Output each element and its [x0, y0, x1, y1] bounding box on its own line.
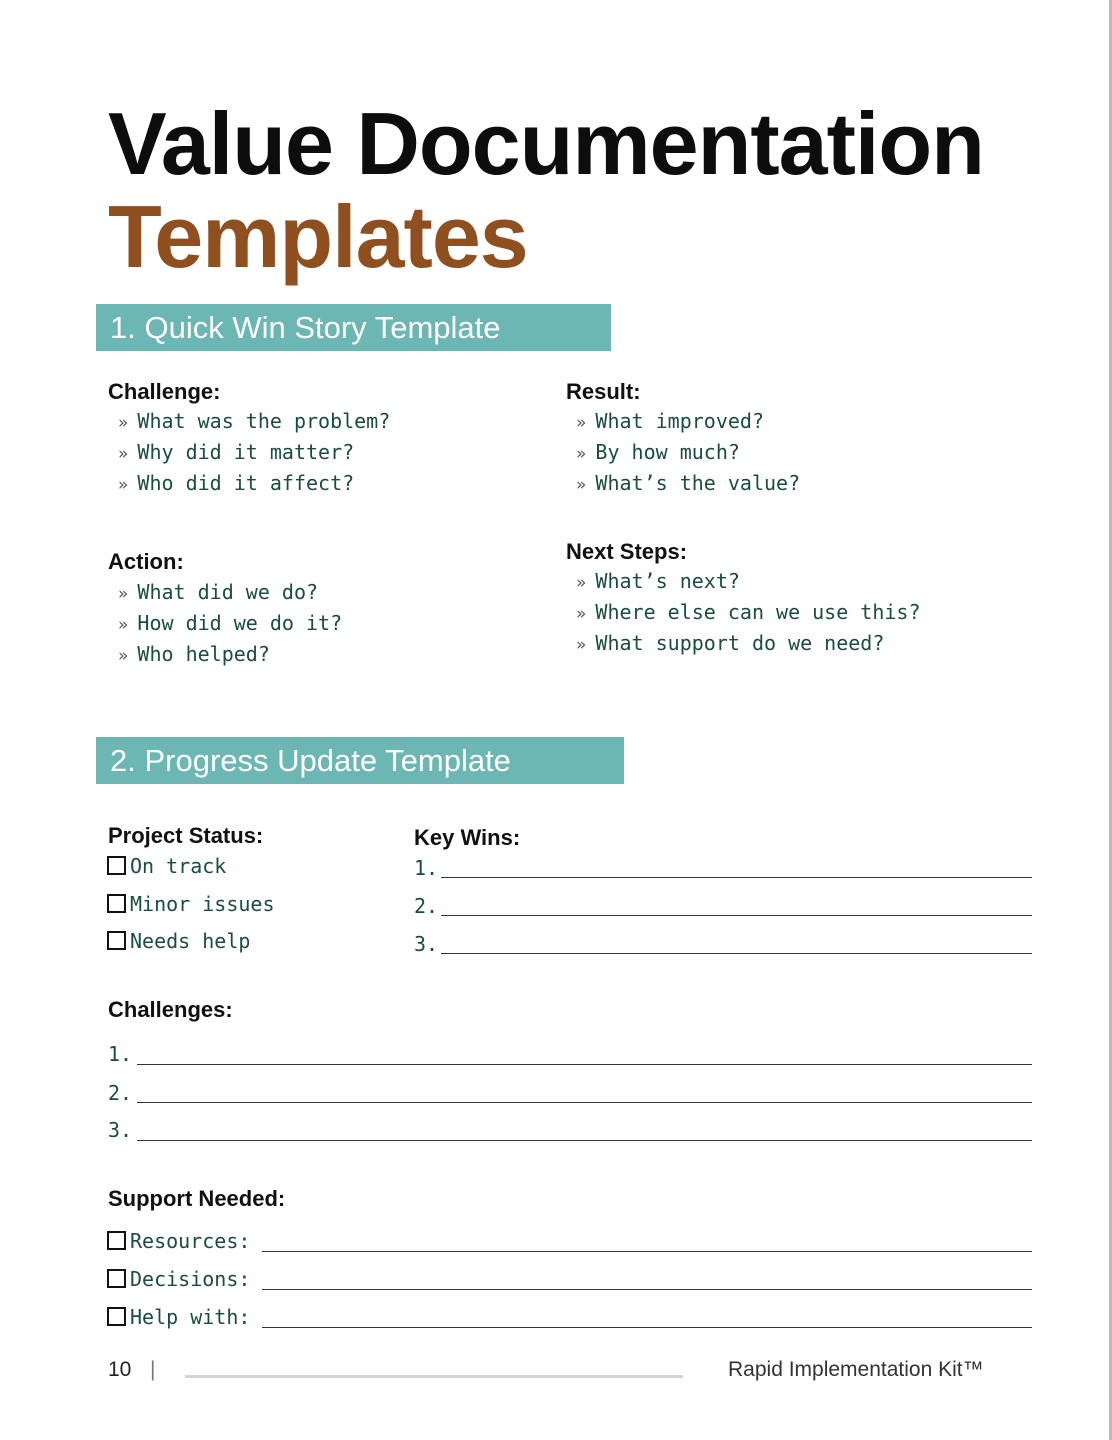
list-item: » What did we do? — [118, 580, 319, 604]
list-item: » By how much? — [576, 440, 740, 464]
challenge-label: Challenge: — [108, 379, 221, 404]
challenge-number: 3. — [108, 1118, 133, 1142]
bullet-icon: » — [118, 615, 129, 635]
key-win-number: 3. — [414, 932, 439, 956]
resources-line[interactable] — [262, 1251, 1032, 1252]
decisions-line[interactable] — [262, 1289, 1032, 1290]
list-item: » Who did it affect? — [118, 471, 355, 495]
list-item: » What improved? — [576, 409, 764, 433]
resources-checkbox[interactable] — [107, 1231, 126, 1250]
challenges-label: Challenges: — [108, 997, 233, 1022]
footer-divider — [185, 1375, 683, 1378]
list-item: » What’s next? — [576, 569, 740, 593]
list-item: » What support do we need? — [576, 631, 885, 655]
key-win-3-line[interactable] — [441, 953, 1032, 954]
key-win-number: 1. — [414, 856, 439, 880]
challenge-3-line[interactable] — [137, 1140, 1032, 1141]
needs-help-checkbox[interactable] — [107, 931, 126, 950]
list-item: » Who helped? — [118, 642, 270, 666]
bullet-icon: » — [118, 646, 129, 666]
bullet-icon: » — [118, 413, 129, 433]
bullet-icon: » — [576, 635, 587, 655]
footer-kit-name: Rapid Implementation Kit™ — [728, 1358, 984, 1381]
footer-separator: | — [150, 1358, 156, 1381]
list-item: » What’s the value? — [576, 471, 801, 495]
list-item: » Why did it matter? — [118, 440, 355, 464]
list-item: » What was the problem? — [118, 409, 391, 433]
page-title-line1: Value Documentation — [108, 94, 984, 193]
bullet-icon: » — [576, 475, 587, 495]
bullet-icon: » — [118, 444, 129, 464]
bullet-icon: » — [576, 444, 587, 464]
help-with-option: Help with: — [130, 1305, 251, 1329]
resources-option: Resources: — [130, 1229, 251, 1253]
bullet-icon: » — [576, 573, 587, 593]
help-with-checkbox[interactable] — [107, 1307, 126, 1326]
on-track-checkbox[interactable] — [107, 856, 126, 875]
page-title-line2: Templates — [108, 187, 528, 286]
project-status-label: Project Status: — [108, 823, 264, 848]
bullet-icon: » — [576, 413, 587, 433]
section1-heading: 1. Quick Win Story Template — [96, 304, 611, 351]
action-label: Action: — [108, 549, 184, 574]
section2-heading: 2. Progress Update Template — [96, 737, 624, 784]
bullet-icon: » — [118, 475, 129, 495]
minor-issues-checkbox[interactable] — [107, 894, 126, 913]
challenge-2-line[interactable] — [137, 1102, 1032, 1103]
help-with-line[interactable] — [262, 1327, 1032, 1328]
key-win-number: 2. — [414, 894, 439, 918]
next-steps-label: Next Steps: — [566, 539, 688, 564]
challenge-1-line[interactable] — [137, 1064, 1032, 1065]
needs-help-option: Needs help — [130, 929, 251, 953]
page-number: 10 — [108, 1358, 132, 1381]
key-win-2-line[interactable] — [441, 915, 1032, 916]
support-needed-label: Support Needed: — [108, 1186, 286, 1211]
challenge-number: 1. — [108, 1042, 133, 1066]
key-win-1-line[interactable] — [441, 877, 1032, 878]
decisions-option: Decisions: — [130, 1267, 251, 1291]
minor-issues-option: Minor issues — [130, 892, 275, 916]
result-label: Result: — [566, 379, 641, 404]
challenge-number: 2. — [108, 1081, 133, 1105]
decisions-checkbox[interactable] — [107, 1269, 126, 1288]
key-wins-label: Key Wins: — [414, 825, 521, 850]
list-item: » How did we do it? — [118, 611, 343, 635]
on-track-option: On track — [130, 854, 227, 878]
list-item: » Where else can we use this? — [576, 600, 921, 624]
bullet-icon: » — [118, 584, 129, 604]
bullet-icon: » — [576, 604, 587, 624]
